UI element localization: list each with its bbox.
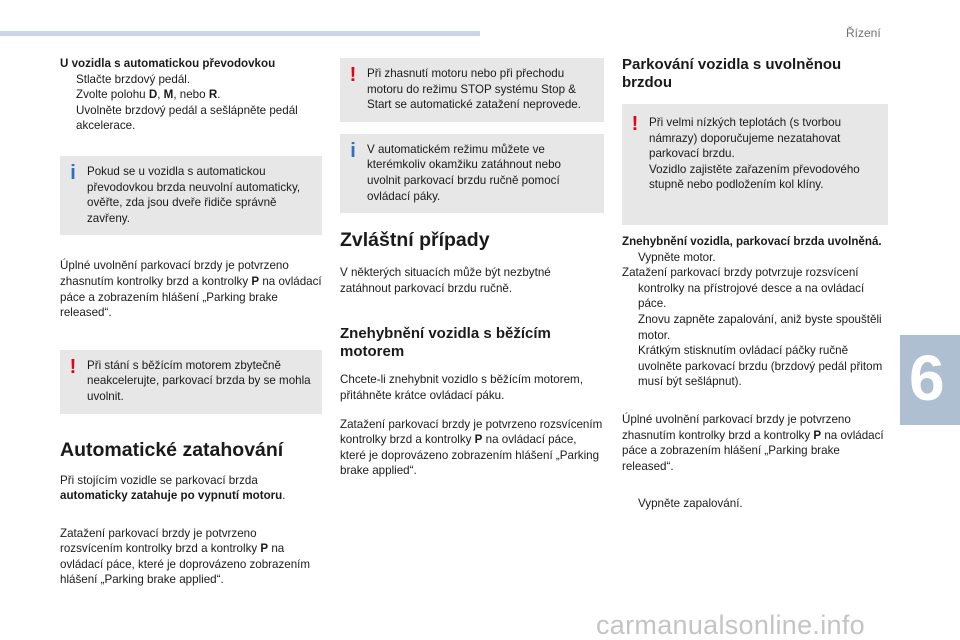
chapter-title: Řízení [846,26,881,40]
step-item: Vypněte motor. [638,250,716,264]
release-paragraph: Úplné uvolnění parkovací brzdy je potvrzeno zhasnutím kontrolky brzd a kontrolky P na ovládací páce a zobrazením hlášení „Parking brake released“. [622,412,884,473]
warning-icon: ! [69,355,77,378]
section-title: Automatické zatahování [60,438,284,461]
step-item: Uvolněte brzdový pedál a sešlápněte pedál akcelerace. [76,103,298,133]
confirm-text: Zatažení parkovací brzdy potvrzuje rozsvícení kontrolky na přístrojové desce a na ovládací páce. [622,266,865,311]
immobilization-paragraph: Chcete-li znehybnit vozidlo s běžícím motorem, přitáhněte krátce ovládací páku. [340,373,583,402]
header-bar [0,31,480,36]
info-icon: i [70,161,76,184]
chapter-number: 6 [909,342,945,414]
immobilization-subheading: Znehybnění vozidla, parkovací brzda uvolněná. [622,234,882,248]
warning-text: Při zhasnutí motoru nebo při přechodu motoru do režimu STOP systému Stop & Start se automatické zatažení neprovede. [367,67,581,112]
step-item: Stlačte brzdový pedál. [76,72,191,86]
warning-box [60,350,322,414]
step-item: Vypněte zapalování. [638,497,743,511]
warning-icon: ! [349,64,357,86]
warning-text: Při velmi nízkých teplotách (s tvorbou námrazy) doporučujeme nezatahovat parkovací brzdu. [649,116,842,161]
automatic-gearbox-heading: U vozidla s automatickou převodovkou [60,57,276,70]
chapter-tab [900,335,960,425]
warning-box [622,104,888,225]
special-cases-title: Zvláštní případy [340,229,490,252]
release-paragraph: Úplné uvolnění parkovací brzdy je potvrzeno zhasnutím kontrolky brzd a kontrolky P na ovládací páce a zobrazením hlášení „Parking brake released“. [60,259,322,320]
warning-text: Při stání s běžícím motorem zbytečně neakcelerujte, parkovací brzda by se mohla uvolnit. [87,358,311,403]
auto-paragraph: Při stojícím vozidle se parkovací brzda automaticky zatahuje po vypnutí motoru. [60,473,286,503]
watermark: carmanualsonline.info [596,610,865,640]
warning-text: Vozidlo zajistěte zařazením převodového stupně nebo podložením kol klíny. [649,162,860,192]
parking-title: Parkování vozidla s uvolněnou brzdou [622,56,842,91]
step-item: Znovu zapněte zapalování, aniž byste spouštěli motor. [638,312,882,342]
step-item: Zvolte polohu D, M, nebo R. [76,88,221,102]
info-text: Pokud se u vozidla s automatickou převodovkou brzda neuvolní automaticky, ověřte, zda jsou dveře řidiče správně zavřeny. [87,164,301,225]
column-left [60,56,322,588]
column-middle [340,58,604,479]
apply-paragraph: Zatažení parkovací brzdy je potvrzeno rozsvícením kontrolky brzd a kontrolky P na ovládací páce, které je doprovázeno zobrazením hlášení „Parking brake applied“. [340,417,603,478]
column-right [622,56,888,512]
warning-icon: ! [631,113,639,135]
info-text: V automatickém režimu můžete ve kterémkoliv okamžiku zatáhnout nebo uvolnit parkovací brzdu ručně pomocí ovládací páky. [367,142,561,203]
warning-box [340,58,604,122]
info-box [340,134,604,213]
step-item: Krátkým stisknutím ovládací páčky ručně uvolněte parkovací brzdu (brzdový pedál přitom musí být sešlápnut). [638,344,883,389]
immobilization-title: Znehybnění vozidla s běžícím motorem [340,325,551,360]
apply-paragraph: Zatažení parkovací brzdy je potvrzeno rozsvícením kontrolky brzd a kontrolky P na ovládací páce, které je doprovázeno zobrazením hlášení „Parking brake applied“. [60,526,311,587]
info-box [60,156,322,235]
info-icon: i [350,139,356,162]
special-paragraph: V některých situacích může být nezbytné zatáhnout parkovací brzdu ručně. [340,266,551,295]
